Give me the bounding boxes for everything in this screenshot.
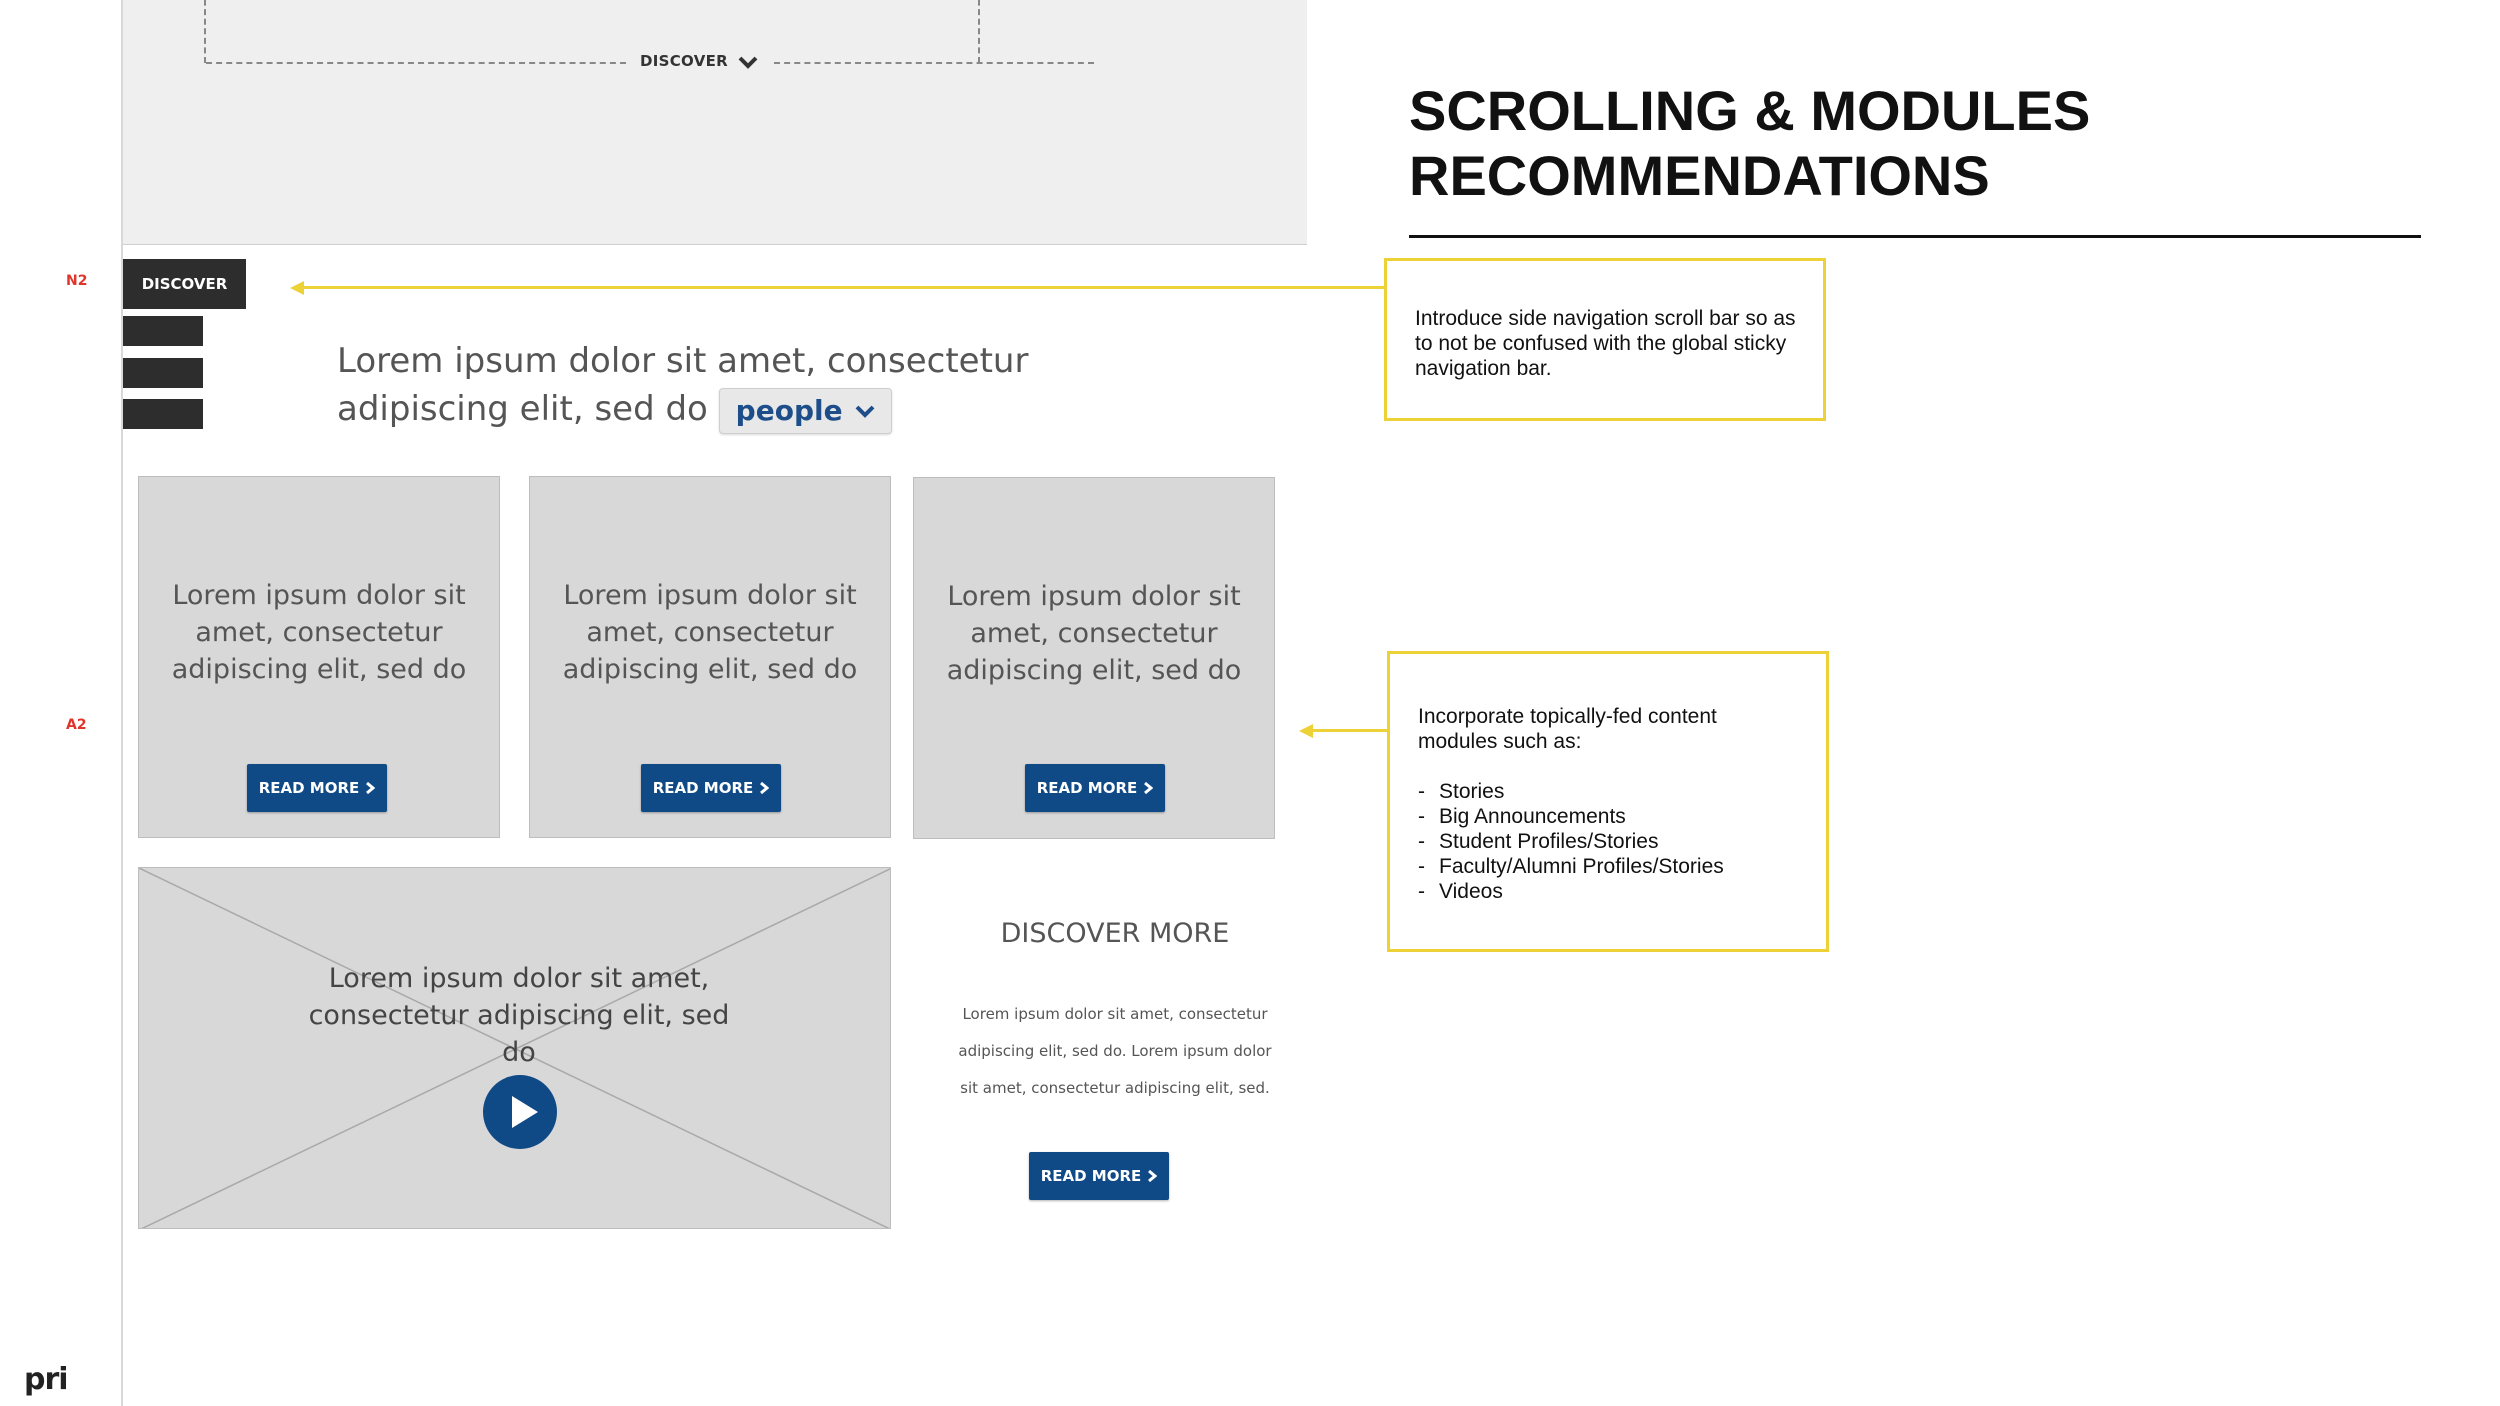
chevron-right-icon (1143, 781, 1153, 795)
chevron-right-icon (759, 781, 769, 795)
module-list-item: - Stories (1418, 779, 1802, 804)
read-more-button[interactable] (1025, 764, 1165, 812)
headline-line-2-row (337, 385, 1157, 434)
read-more-label: READ MORE (1036, 779, 1138, 797)
chevron-right-icon (365, 781, 375, 795)
module-list (1418, 779, 1802, 904)
annotation-side-nav (1384, 258, 1826, 421)
video-caption: Lorem ipsum dolor sit amet, consectetur adipiscing elit, sed do (308, 963, 730, 1068)
read-more-label: READ MORE (1040, 1167, 1142, 1185)
title-divider (1409, 235, 2421, 238)
video-module[interactable] (138, 867, 891, 1229)
discover-more-title: DISCOVER MORE (1000, 918, 1230, 949)
content-card (138, 476, 500, 838)
hero-dashed-line-right (774, 62, 1094, 64)
callout-arrow-n2 (302, 286, 1384, 289)
callout-arrow-a2 (1311, 729, 1387, 732)
intro-headline (337, 337, 1157, 434)
read-more-label: READ MORE (652, 779, 754, 797)
play-button[interactable] (483, 1075, 557, 1149)
headline-line-2: adipiscing elit, sed do (337, 389, 708, 429)
slide-title-line-2: RECOMMENDATIONS (1409, 144, 1990, 207)
slide-title (1409, 78, 2090, 208)
marker-a2: A2 (66, 717, 87, 733)
side-nav-item[interactable] (123, 358, 203, 388)
hero-discover-link[interactable] (640, 52, 758, 70)
content-card (913, 477, 1275, 839)
read-more-label: READ MORE (258, 779, 360, 797)
slide-title-line-1: SCROLLING & MODULES (1409, 79, 2091, 142)
module-list-item: - Student Profiles/Stories (1418, 829, 1802, 854)
card-text: Lorem ipsum dolor sit amet, consectetur adipiscing elit, sed do (171, 580, 467, 685)
module-list-item: - Faculty/Alumni Profiles/Stories (1418, 854, 1802, 879)
side-nav-discover[interactable]: DISCOVER (123, 259, 246, 309)
content-card (529, 476, 891, 838)
chevron-down-icon (738, 55, 758, 69)
hero-dashed-line-left (206, 62, 626, 64)
arrowhead-icon (1299, 724, 1313, 738)
annotation-modules (1387, 651, 1829, 952)
discover-more-body: Lorem ipsum dolor sit amet, consectetur adipiscing elit, sed do. Lorem ipsum dolor sit amet, consectetur adipiscing elit, sed. (958, 1005, 1272, 1097)
card-text: Lorem ipsum dolor sit amet, consectetur adipiscing elit, sed do (562, 580, 858, 685)
marker-n2: N2 (66, 273, 88, 289)
topic-dropdown[interactable] (719, 388, 892, 434)
annotation-modules-intro: Incorporate topically-fed content modules such as: (1418, 705, 1717, 753)
pri-logo: pri (24, 1362, 68, 1397)
chevron-right-icon (1147, 1169, 1157, 1183)
discover-more-read-more-button[interactable] (1029, 1152, 1169, 1200)
module-list-item: - Videos (1418, 879, 1802, 904)
arrowhead-icon (290, 281, 304, 295)
side-nav-item[interactable] (123, 399, 203, 429)
card-text: Lorem ipsum dolor sit amet, consectetur adipiscing elit, sed do (946, 581, 1242, 686)
chevron-down-icon (855, 404, 875, 418)
read-more-button[interactable] (641, 764, 781, 812)
hero-discover-label: DISCOVER (640, 52, 728, 70)
topic-dropdown-value: people (735, 393, 843, 427)
play-icon (483, 1075, 557, 1149)
read-more-button[interactable] (247, 764, 387, 812)
headline-line-1: Lorem ipsum dolor sit amet, consectetur (337, 341, 1029, 381)
module-list-item: - Big Announcements (1418, 804, 1802, 829)
annotation-side-nav-text: Introduce side navigation scroll bar so as to not be confused with the global sticky navigation bar. (1415, 307, 1796, 380)
hero-dashed-frame (204, 0, 980, 63)
side-nav-item[interactable] (123, 316, 203, 346)
